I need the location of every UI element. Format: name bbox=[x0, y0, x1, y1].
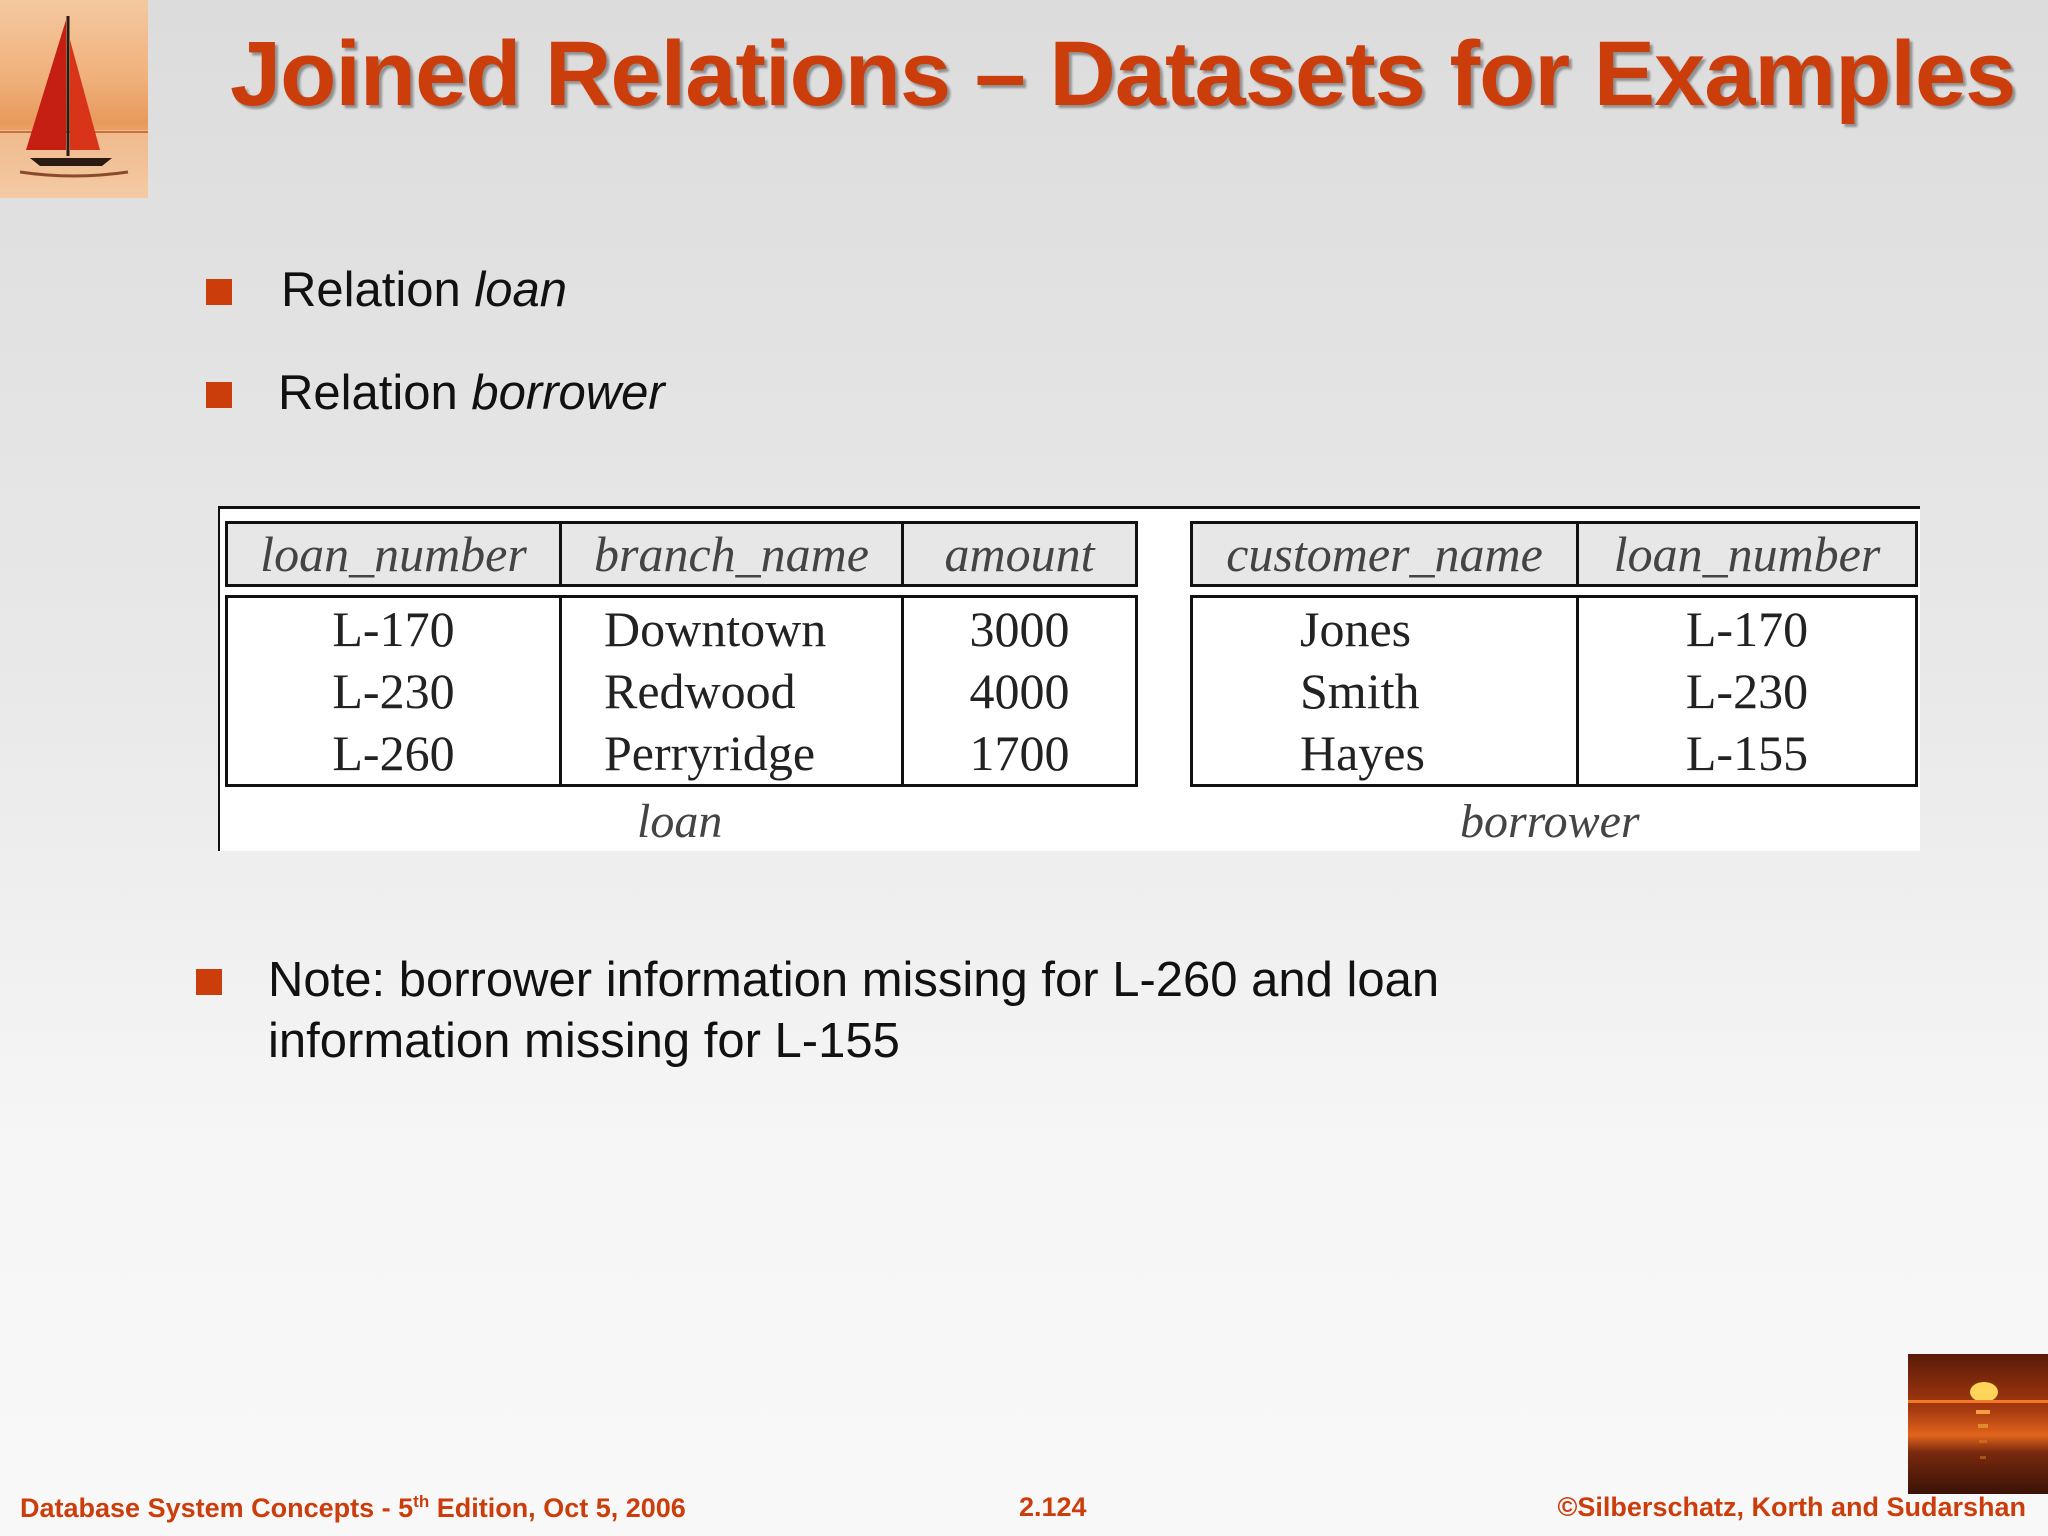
table-cell: L-230 bbox=[332, 663, 455, 719]
amount-column bbox=[904, 595, 1138, 787]
table-cell: L-155 bbox=[1685, 725, 1809, 781]
bullet-prefix: Relation bbox=[278, 366, 472, 420]
customer-name-column bbox=[1190, 595, 1579, 787]
page-number: 2.124 bbox=[1019, 1492, 1087, 1522]
sailboat-icon bbox=[0, 0, 148, 198]
table-cell: L-260 bbox=[332, 725, 455, 781]
column-header: loan_number bbox=[1579, 521, 1918, 587]
column-header: customer_name bbox=[1190, 521, 1579, 587]
bullet-marker bbox=[206, 279, 232, 305]
table-cell: L-170 bbox=[1685, 601, 1809, 657]
bullet-emph: loan bbox=[474, 263, 568, 317]
table-body bbox=[225, 595, 1138, 787]
bullet-marker bbox=[206, 382, 232, 408]
table-cell: Downtown bbox=[604, 601, 827, 657]
borrower-caption: borrower bbox=[1460, 795, 1640, 848]
bullet-marker bbox=[196, 969, 222, 995]
sunset-image bbox=[1908, 1354, 2048, 1494]
table-cell: 3000 bbox=[969, 601, 1070, 657]
table-cell: L-230 bbox=[1685, 663, 1809, 719]
table-cell: Hayes bbox=[1300, 725, 1425, 781]
table-cell: 4000 bbox=[969, 663, 1070, 719]
branch-name-column bbox=[562, 595, 904, 787]
sunset-icon bbox=[1908, 1354, 2048, 1494]
footer-superscript: th bbox=[413, 1492, 430, 1511]
table-cell: Perryridge bbox=[604, 725, 816, 781]
column-header: amount bbox=[904, 521, 1138, 587]
table-cell: Smith bbox=[1300, 663, 1420, 719]
column-header: branch_name bbox=[562, 521, 904, 587]
loan-number-column bbox=[225, 595, 562, 787]
footer-book-title: Database System Concepts - 5 bbox=[20, 1493, 414, 1523]
table-cell: Jones bbox=[1300, 601, 1412, 657]
table-body bbox=[1190, 595, 1918, 787]
table-header-row bbox=[1190, 521, 1918, 587]
relations-figure bbox=[218, 506, 1920, 851]
borrower-table bbox=[1190, 521, 1918, 787]
loan-caption: loan bbox=[637, 795, 723, 848]
footer-left bbox=[20, 1492, 686, 1524]
footer-copyright: ©Silberschatz, Korth and Sudarshan bbox=[1557, 1492, 2026, 1522]
sailboat-logo bbox=[0, 0, 148, 198]
bullet-prefix: Relation bbox=[281, 263, 475, 317]
note-line: information missing for L-155 bbox=[268, 1014, 900, 1068]
table-header-row bbox=[225, 521, 1138, 587]
loan-table bbox=[225, 521, 1138, 787]
note-text bbox=[268, 950, 1439, 1072]
table-cell: Redwood bbox=[604, 663, 796, 719]
table-cell: L-170 bbox=[332, 601, 455, 657]
bullet-relation-borrower bbox=[278, 365, 665, 421]
note-line: Note: borrower information missing for L-260 and loan bbox=[268, 953, 1440, 1007]
bullet-emph: borrower bbox=[471, 366, 665, 420]
slide-title: Joined Relations – Datasets for Examples bbox=[230, 23, 2016, 125]
loan-number-column bbox=[1579, 595, 1918, 787]
bullet-relation-loan bbox=[281, 262, 567, 318]
column-header: loan_number bbox=[225, 521, 562, 587]
table-cell: 1700 bbox=[969, 725, 1070, 781]
footer-edition: Edition, Oct 5, 2006 bbox=[429, 1493, 686, 1523]
